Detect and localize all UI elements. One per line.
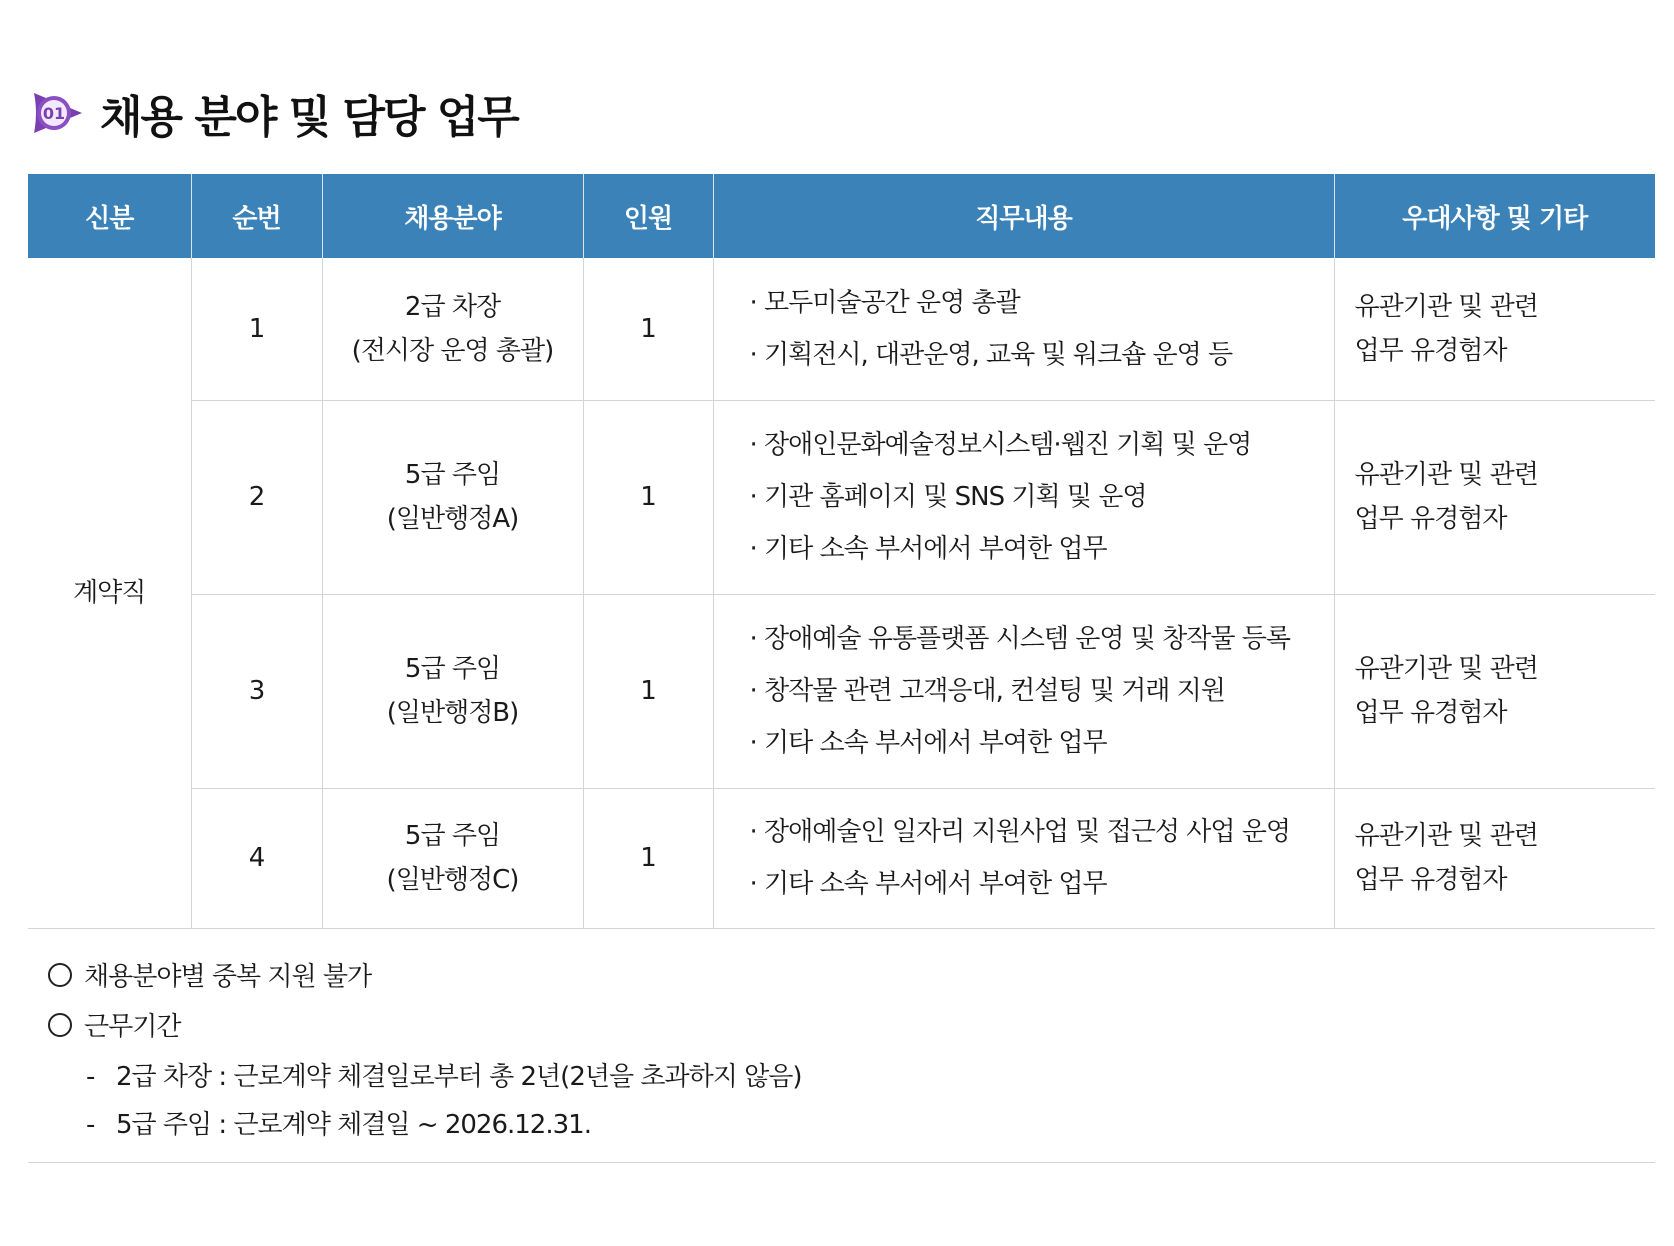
number-cell: 1 (191, 258, 322, 400)
duty-item: · 기타 소속 부서에서 부여한 업무 (750, 523, 1334, 575)
recruitment-table (28, 174, 1655, 929)
header-duties: 직무내용 (713, 174, 1334, 258)
field-role: (일반행정B) (386, 698, 519, 728)
preference-line: 업무 유경험자 (1354, 698, 1507, 728)
count-cell: 1 (583, 258, 713, 400)
section-heading (28, 80, 518, 146)
field-cell (322, 594, 583, 788)
preference-cell (1334, 400, 1655, 594)
field-cell (322, 400, 583, 594)
note-text: 근무기간 (84, 1012, 181, 1042)
table-row (28, 788, 1655, 928)
notes-section (28, 948, 1655, 1163)
table-row (28, 258, 1655, 400)
duty-item: · 장애예술 유통플랫폼 시스템 운영 및 창작물 등록 (750, 613, 1334, 665)
duties-cell (713, 788, 1334, 928)
field-role: (전시장 운영 총괄) (351, 335, 554, 366)
preference-line: 업무 유경험자 (1354, 504, 1507, 534)
preference-line: 유관기관 및 관련 (1354, 654, 1538, 684)
field-grade: 5급 주임 (404, 460, 501, 490)
circle-bullet-icon (48, 1013, 72, 1037)
duty-item: · 모두미술공간 운영 총괄 (750, 277, 1334, 329)
section-title: 채용 분야 및 담당 업무 (100, 92, 518, 143)
header-number: 순번 (191, 174, 322, 258)
circle-bullet-icon (48, 963, 72, 987)
table-header-row (28, 174, 1655, 258)
status-cell: 계약직 (28, 258, 191, 928)
preference-line: 유관기관 및 관련 (1354, 291, 1538, 322)
duty-item: · 기타 소속 부서에서 부여한 업무 (750, 858, 1334, 910)
count-cell: 1 (583, 788, 713, 928)
duty-item: · 창작물 관련 고객응대, 컨설팅 및 거래 지원 (750, 665, 1334, 717)
note-item (48, 1006, 180, 1043)
duty-item: · 기타 소속 부서에서 부여한 업무 (750, 717, 1334, 769)
note-item (48, 956, 371, 993)
duties-cell (713, 258, 1334, 400)
field-role: (일반행정C) (386, 865, 519, 895)
field-grade: 5급 주임 (404, 654, 501, 684)
header-status: 신분 (28, 174, 191, 258)
count-cell: 1 (583, 400, 713, 594)
section-number-badge (28, 83, 88, 143)
preference-cell (1334, 594, 1655, 788)
preference-line: 유관기관 및 관련 (1354, 821, 1538, 851)
period-text: 5급 주임 : 근로계약 체결일 ~ 2026.12.31. (116, 1110, 591, 1140)
duty-item: · 장애예술인 일자리 지원사업 및 접근성 사업 운영 (750, 806, 1334, 858)
number-cell: 2 (191, 400, 322, 594)
preference-line: 유관기관 및 관련 (1354, 460, 1538, 490)
table-row (28, 594, 1655, 788)
duty-item: · 기획전시, 대관운영, 교육 및 워크숍 운영 등 (750, 329, 1334, 381)
dash-bullet-icon: - (86, 1062, 95, 1092)
header-field: 채용분야 (322, 174, 583, 258)
field-cell (322, 258, 583, 400)
duties-cell (713, 594, 1334, 788)
field-grade: 2급 차장 (404, 291, 501, 322)
field-role: (일반행정A) (386, 504, 519, 534)
preference-cell (1334, 788, 1655, 928)
period-item (86, 1104, 591, 1141)
section-number: 01 (42, 104, 66, 123)
field-grade: 5급 주임 (404, 821, 501, 851)
number-cell: 4 (191, 788, 322, 928)
duty-item: · 장애인문화예술정보시스템·웹진 기획 및 운영 (750, 419, 1334, 471)
field-cell (322, 788, 583, 928)
count-cell: 1 (583, 594, 713, 788)
dash-bullet-icon: - (86, 1110, 95, 1140)
preference-cell (1334, 258, 1655, 400)
table-row (28, 400, 1655, 594)
note-text: 채용분야별 중복 지원 불가 (84, 962, 372, 992)
preference-line: 업무 유경험자 (1354, 865, 1507, 895)
number-cell: 3 (191, 594, 322, 788)
duty-item: · 기관 홈페이지 및 SNS 기획 및 운영 (750, 471, 1334, 523)
header-count: 인원 (583, 174, 713, 258)
preference-line: 업무 유경험자 (1354, 335, 1507, 366)
duties-cell (713, 400, 1334, 594)
period-item (86, 1056, 801, 1093)
period-text: 2급 차장 : 근로계약 체결일로부터 총 2년(2년을 초과하지 않음) (116, 1062, 802, 1092)
header-preference: 우대사항 및 기타 (1334, 174, 1655, 258)
